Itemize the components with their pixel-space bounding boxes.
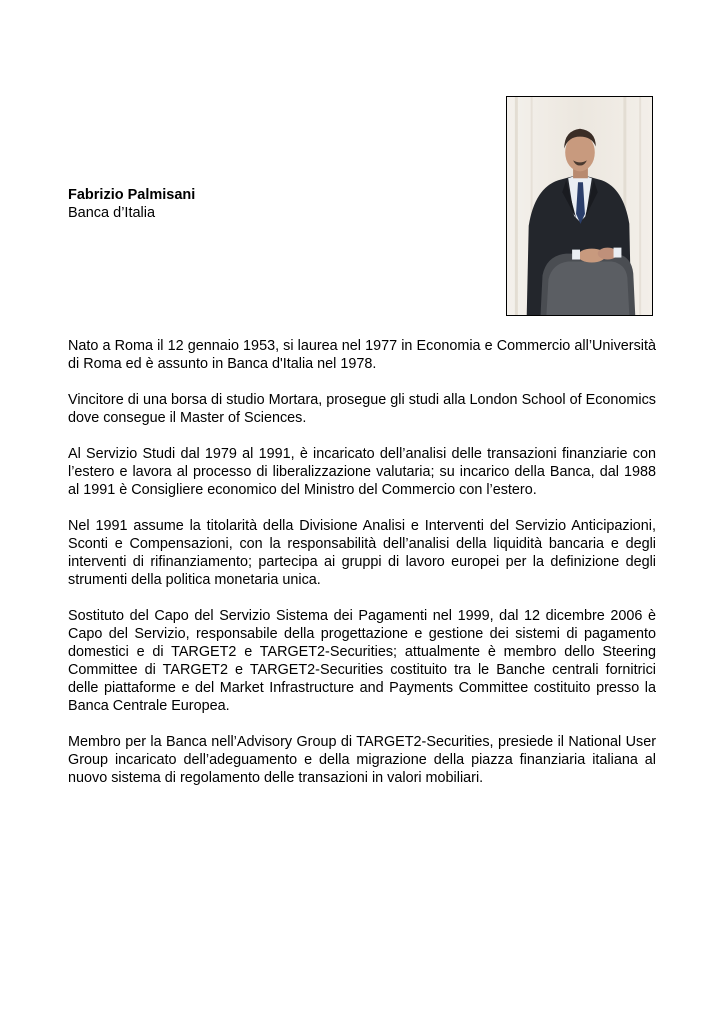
bio-paragraph: Nel 1991 assume la titolarità della Divisione Analisi e Interventi del Servizio Anticipazioni, Sconti e Compensazioni, con la responsabilità dell’analisi della liquidità bancaria e degli interventi di rifinanziamento; partecipa ai gruppi di lavoro europei per la definizione degli strumenti della politica monetaria unica. <box>68 518 656 588</box>
bio-paragraph: Sostituto del Capo del Servizio Sistema dei Pagamenti nel 1999, dal 12 dicembre 2006 è Capo del Servizio, responsabile della progettazione e gestione dei sistemi di pagamento domestici e di TARGET2 e TARGET2-Securities; attualmente è membro dello Steering Committee di TARGET2 e TARGET2-Securities costituito tra le Banche centrali fornitrici delle piattaforme e del Market Infrastructure and Payments Committee costituito presso la Banca Centrale Europea. <box>68 608 656 714</box>
biography <box>68 337 656 805</box>
portrait-photo-icon <box>507 97 652 315</box>
person-name: Fabrizio Palmisani <box>68 187 196 203</box>
bio-paragraph: Membro per la Banca nell’Advisory Group di TARGET2-Securities, presiede il National User Group incaricato dell’adeguamento e della migrazione della piazza finanziaria italiana al nuovo sistema di regolamento delle transazioni in valori mobiliari. <box>68 734 656 786</box>
bio-paragraph: Nato a Roma il 12 gennaio 1953, si laurea nel 1977 in Economia e Commercio all’Università di Roma ed è assunto in Banca d'Italia nel 1978. <box>68 338 656 372</box>
person-organization: Banca d’Italia <box>68 205 156 221</box>
portrait-photo <box>506 96 653 316</box>
bio-paragraph: Vincitore di una borsa di studio Mortara, prosegue gli studi alla London School of Economics dove consegue il Master of Sciences. <box>68 392 656 426</box>
bio-paragraph: Al Servizio Studi dal 1979 al 1991, è incaricato dell’analisi delle transazioni finanziarie con l’estero e lavora al processo di liberalizzazione valutaria; su incarico della Banca, dal 1988 al 1991 è Consigliere economico del Ministro del Commercio con l’estero. <box>68 446 656 498</box>
